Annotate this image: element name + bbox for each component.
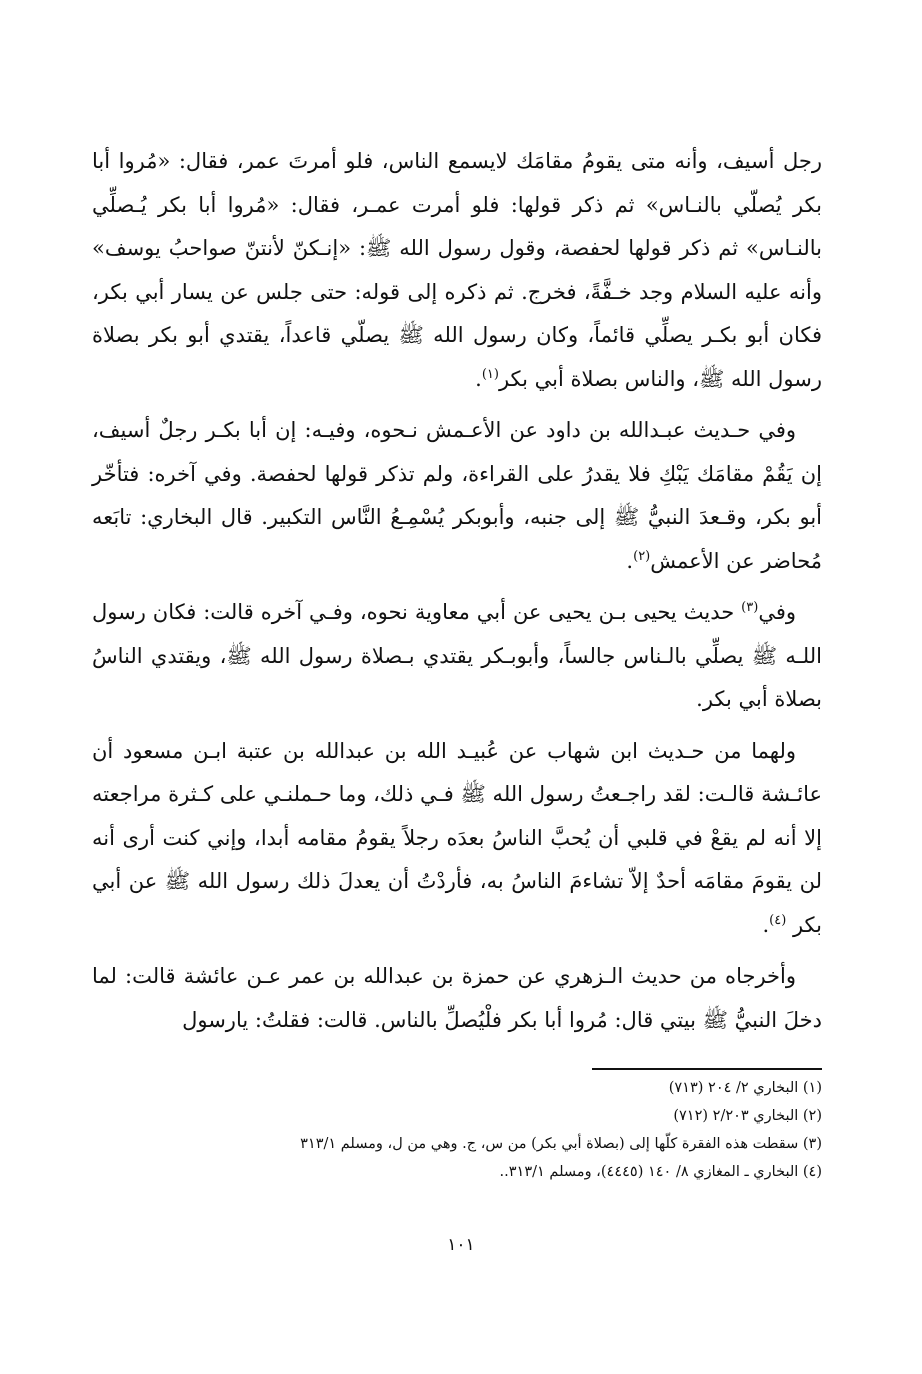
footnote-1: (١) البخاري ٢/ ٢٠٤ (٧١٣) <box>668 1080 822 1096</box>
paragraph-1-text: رجل أسيف، وأنه متى يقومُ مقامَك لايسمع الناس، فلو أمرتَ عمر، فقال: «مُروا أبا بكر يُصلّي بالنـاس» ثم ذكر قولها: فلو أمرت عمـر، فقال: «مُروا أبا بكر يُـصلِّي بالنـاس» ثم ذكر قولها لحفصة، وقول رسول الله ﷺ: «إنـكنّ لأنتنّ صواحبُ يوسف» وأنه عليه السلام وجد خـفَّةً، فخرج. ثم ذكره إلى قوله: حتى جلس عن يسار أبي بكر، فكان أبو بكـر يصلِّي قائماً، وكان رسول الله ﷺ يصلّي قاعداً، يقتدي أبو بكر بصلاة رسول الله ﷺ، والناس بصلاة أبي بكر <box>92 149 822 391</box>
paragraph-2 <box>92 409 822 583</box>
footnote-separator <box>592 1068 822 1070</box>
footnote-ref-4: (٤) <box>769 912 787 928</box>
paragraph-5 <box>92 955 822 1042</box>
paragraph-4-tail: . <box>762 912 770 937</box>
footnote-4: (٤) البخاري ـ المغازي ٨/ ١٤٠ (٤٤٤٥)، ومسلم ٣١٣/١.. <box>499 1164 822 1180</box>
paragraph-5-text: وأخرجاه من حديث الـزهري عن حمزة بن عبدالله بن عمر عـن عائشة قالت: لما دخلَ النبيُّ ﷺ بيتي قال: مُروا أبا بكر فلْيُصلِّ بالناس. قالت: فقلتُ: يارسول <box>92 964 822 1032</box>
paragraph-3 <box>92 591 822 722</box>
paragraph-2-tail: . <box>626 548 634 573</box>
page-number: ١٠١ <box>447 1235 475 1255</box>
paragraph-4 <box>92 730 822 948</box>
footnotes <box>92 1074 822 1186</box>
footnote-2: (٢) البخاري ٢/٢٠٣ (٧١٢) <box>673 1108 822 1124</box>
paragraph-4-text: ولهما من حـديث ابن شهاب عن عُبيـد الله بن عبدالله بن عتبة ابـن مسعود أن عائـشة قالـت: لقد راجـعتُ رسول الله ﷺ فـي ذلك، وما حـملنـي على كـثرة مراجعته إلا أنه لم يقعْ في قلبي أن يُحبَّ الناسُ بعدَه رجلاً يقومُ مقامه أبدا، وإني كنت أرى أنه لن يقومَ مقامَه أحدٌ إلاّ تشاءمَ الناسُ به، فأردْتُ أن يعدلَ ذلك رسول الله ﷺ عن أبي بكر <box>92 738 822 937</box>
paragraph-2-text: وفي حـديث عبـدالله بن داود عن الأعـمش نـحوه، وفيـه: إن أبا بكـر رجلٌ أسيف، إن يَقُمْ مقامَك يَبْكِ فلا يقدرُ على القراءة، ولم تذكر قولها لحفصة. وفي آخره: فتأخّر أبو بكر، وقـعدَ النبيُّ ﷺ إلى جنبه، وأبوبكر يُسْمِـعُ النَّاس التكبير. قال البخاري: تابَعه مُحاضر عن الأعمش <box>92 418 822 573</box>
paragraph-1-tail: . <box>475 366 482 391</box>
main-text <box>92 140 822 1042</box>
paragraph-3-text: حديث يحيى بـن يحيى عن أبي معاوية نحوه، وفـي آخره قالت: فكان رسول اللـه ﷺ يصلِّي بالـناس جالساً، وأبوبـكر يقتدي بـصلاة رسول الله ﷺ، ويقتدي الناسُ بصلاة أبي بكر. <box>92 600 822 711</box>
footnote-ref-3: (٣) <box>741 600 759 615</box>
footnote-3: (٣) سقطت هذه الفقرة كلّها إلى (بصلاة أبي بكر) من س، ج. وهي من ل، ومسلم ٣١٣/١ <box>300 1136 822 1152</box>
footnote-ref-2: (٢) <box>633 548 651 564</box>
paragraph-1 <box>92 140 822 401</box>
paragraph-3-lead: وفي <box>758 600 796 624</box>
footnote-ref-1: (١) <box>481 366 499 382</box>
